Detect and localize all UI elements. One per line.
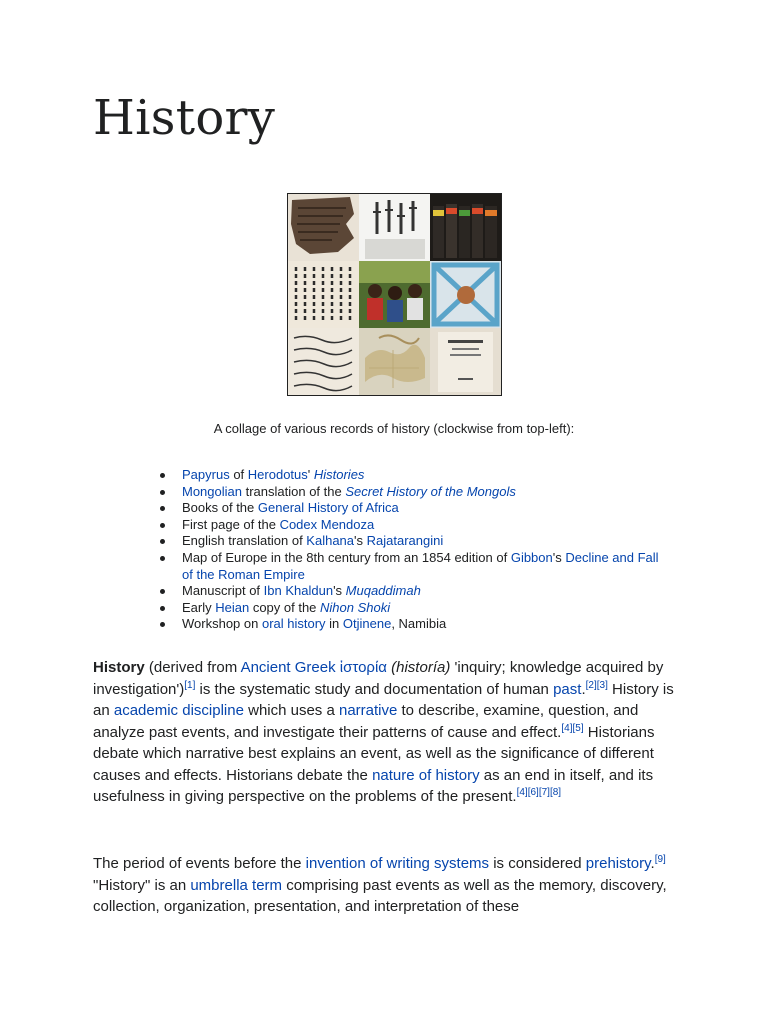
link-historia-greek[interactable]: ἱστορία — [339, 659, 387, 676]
link-papyrus[interactable]: Papyrus — [182, 467, 230, 482]
records-list — [152, 467, 662, 633]
intro-paragraph: History (derived from Ancient Greek ἱστορία (historía) 'inquiry; knowledge acquired by investigation')[1] is the systematic study and documentation of human past.[2][3] History is an academic discipline which uses a narrative to describe, examine, question, and analyze past events, and investigate their patterns of cause and effect.[4][5] Historians debate which narrative best explains an event, as well as the significance of different causes and effects. Historians debate the nature of history as an end in itself, and its usefulness in giving perspective on the problems of the present.[4][6][7][8] — [93, 659, 674, 805]
oral-history-workshop-image — [359, 261, 430, 328]
link-general-history-africa[interactable]: General History of Africa — [257, 500, 399, 516]
citation-5[interactable]: [5] — [572, 722, 584, 734]
link-decline-and-fall[interactable]: Decline and Fall of the Roman Empire — [182, 549, 659, 582]
citation-7[interactable]: [7] — [538, 787, 550, 798]
link-gibbon[interactable]: Gibbon — [510, 549, 553, 565]
link-oral-history[interactable]: oral history — [261, 616, 326, 632]
citation-9[interactable]: [9] — [654, 854, 666, 865]
africa-books-image — [430, 194, 501, 261]
list-item: Papyrus of Herodotus' Histories — [152, 467, 662, 484]
citation-6[interactable]: [6] — [527, 787, 539, 798]
transliteration: (historía) — [391, 659, 451, 676]
collage-caption: A collage of various records of history (clockwise from top-left): — [213, 421, 575, 436]
link-rajatarangini[interactable]: Rajatarangini — [366, 533, 444, 549]
link-muqaddimah[interactable]: Muqaddimah — [345, 583, 421, 599]
link-kalhana[interactable]: Kalhana — [306, 533, 355, 549]
citation-2[interactable]: [2] — [585, 679, 597, 691]
link-past[interactable]: past — [553, 680, 582, 698]
list-item: English translation of Kalhana's Rajatarangini — [152, 533, 662, 550]
link-nature-of-history[interactable]: nature of history — [372, 766, 480, 784]
link-nihon-shoki[interactable]: Nihon Shoki — [320, 599, 391, 615]
link-codex-mendoza[interactable]: Codex Mendoza — [279, 516, 375, 532]
link-prehistory[interactable]: prehistory — [585, 855, 651, 872]
link-herodotus[interactable]: Herodotus — [247, 467, 308, 482]
history-collage-image[interactable] — [287, 193, 502, 396]
link-invention-of-writing[interactable]: invention of writing systems — [305, 855, 490, 872]
list-item: Books of the General History of Africa — [152, 500, 662, 517]
citation-8[interactable]: [8] — [549, 787, 562, 798]
prehistory-paragraph: The period of events before the invention of writing systems is considered prehistory.[9] "History" is an umbrella term comprising past events as well as the memory, discovery, collection, organization, presentation, and interpretation of these — [93, 854, 667, 915]
book-title-page-image — [430, 328, 501, 395]
mongolian-script-image — [359, 194, 430, 261]
ibn-khaldun-manuscript-image — [288, 328, 359, 395]
citation-4[interactable]: [4] — [561, 722, 573, 734]
link-histories[interactable]: Histories — [313, 467, 365, 482]
history-term: History — [93, 659, 145, 676]
citation-3[interactable]: [3] — [596, 679, 608, 691]
link-narrative[interactable]: narrative — [338, 702, 398, 719]
link-mongolian[interactable]: Mongolian — [182, 483, 242, 499]
link-ibn-khaldun[interactable]: Ibn Khaldun — [263, 583, 334, 599]
list-item: Mongolian translation of the Secret History of the Mongols — [152, 484, 662, 501]
link-ancient-greek[interactable]: Ancient Greek — [240, 659, 336, 676]
europe-map-image — [359, 328, 430, 395]
link-secret-history[interactable]: Secret History of the Mongols — [345, 483, 516, 499]
codex-mendoza-image — [430, 261, 501, 328]
link-umbrella-term[interactable]: umbrella term — [190, 876, 283, 894]
link-academic-discipline[interactable]: academic discipline — [113, 702, 244, 719]
citation-1[interactable]: [1] — [184, 679, 196, 691]
link-heian[interactable]: Heian — [215, 599, 250, 615]
list-item: Workshop on oral history in Otjinene, Namibia — [152, 616, 662, 633]
citation-4b[interactable]: [4] — [516, 787, 528, 798]
list-item: First page of the Codex Mendoza — [152, 517, 662, 534]
papyrus-image — [288, 194, 359, 261]
page-title: History — [93, 90, 276, 146]
list-item: Early Heian copy of the Nihon Shoki — [152, 600, 662, 617]
link-otjinene[interactable]: Otjinene — [342, 616, 392, 632]
list-item: Manuscript of Ibn Khaldun's Muqaddimah — [152, 583, 662, 600]
list-item: Map of Europe in the 8th century from an 1854 edition of Gibbon's Decline and Fall of the Roman Empire — [152, 550, 662, 583]
chinese-text-image — [288, 261, 359, 328]
